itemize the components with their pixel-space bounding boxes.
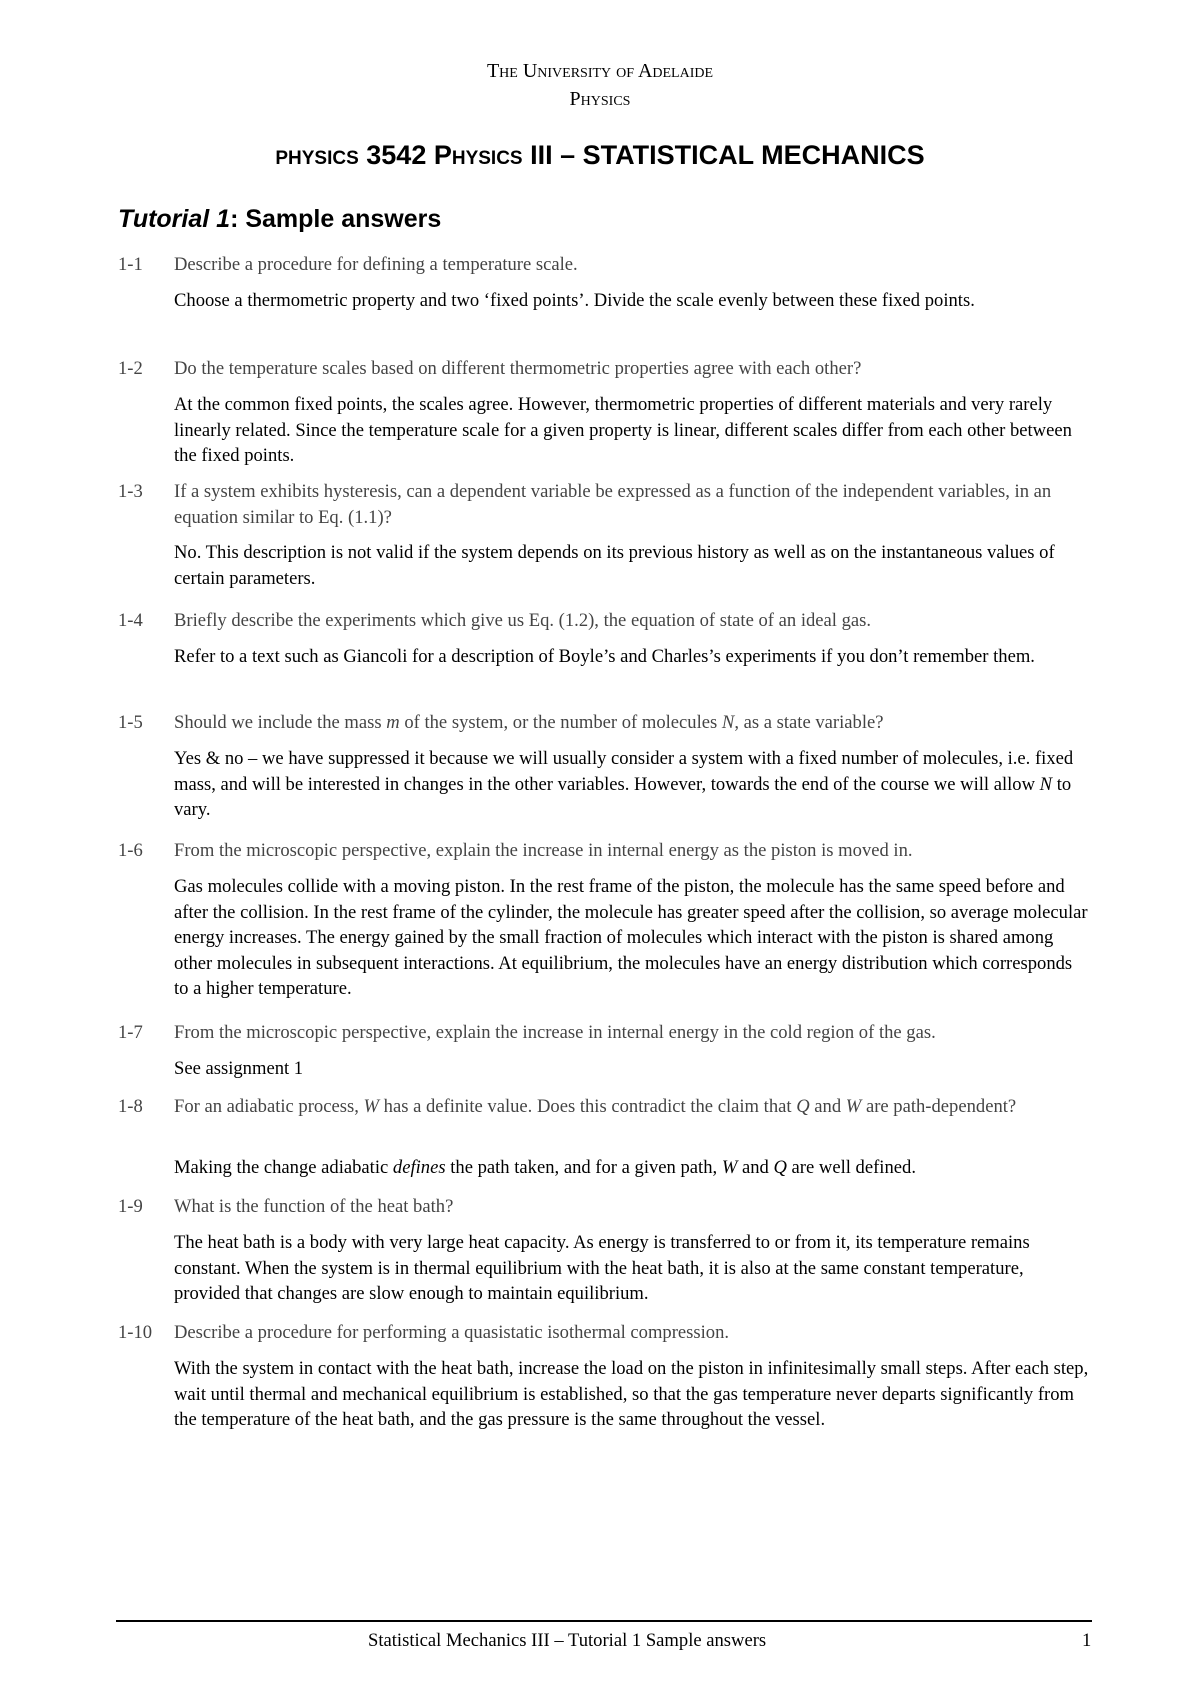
- text-run: are path-dependent?: [861, 1096, 1017, 1117]
- answer-text: No. This description is not valid if the system depends on its previous history as well as on the instantaneous values of certain parameters.: [174, 542, 1055, 589]
- text-run: of the system, or the number of molecules: [399, 712, 722, 733]
- question-text: From the microscopic perspective, explain the increase in internal energy as the piston is moved in.: [174, 840, 913, 861]
- question-number: 1-6: [118, 840, 143, 861]
- variable-n: N: [1039, 773, 1053, 795]
- question-text: Briefly describe the experiments which give us Eq. (1.2), the equation of state of an ideal gas.: [174, 610, 872, 631]
- text-run: , as a state variable?: [734, 712, 884, 733]
- answer-text: At the common fixed points, the scales agree. However, thermometric properties of different materials and very rarely linearly related. Since the temperature scale for a given property is linear, different scales differ from each other between the fixed points.: [174, 394, 1072, 466]
- course-title-rest: III – STATISTICAL MECHANICS: [530, 140, 925, 170]
- answer-text: Gas molecules collide with a moving piston. In the rest frame of the piston, the molecule has the same speed before and after the collision. In the rest frame of the cylinder, the molecule has greater speed after the collision, so average molecular energy increases. The energy gained by the small fraction of molecules which interact with the piston is shared among other molecules in subsequent interactions. At equilibrium, the molecules have an energy distribution which corresponds to a higher temperature.: [174, 876, 1088, 999]
- question-number: 1-4: [118, 610, 143, 631]
- page-number: 1: [1082, 1630, 1092, 1651]
- question-text: From the microscopic perspective, explain the increase in internal energy in the cold region of the gas.: [174, 1022, 936, 1043]
- text-run: the path taken, and for a given path,: [445, 1157, 722, 1178]
- variable-q: Q: [773, 1157, 787, 1178]
- question-number: 1-8: [118, 1096, 143, 1117]
- variable-w: W: [845, 1096, 862, 1117]
- text-run: has a definite value. Does this contradict the claim that: [379, 1096, 797, 1117]
- tutorial-subtitle: : Sample answers: [230, 205, 442, 233]
- question-text: [174, 710, 1090, 736]
- university-name: The University of Adelaide: [486, 60, 714, 82]
- text-run: and: [737, 1157, 774, 1178]
- variable-m: m: [386, 712, 400, 733]
- text-run: are well defined.: [786, 1157, 916, 1178]
- question-number: 1-9: [118, 1196, 143, 1217]
- variable-q: Q: [796, 1096, 810, 1117]
- question-number: 1-3: [118, 481, 143, 502]
- answer-text: See assignment 1: [174, 1058, 304, 1079]
- text-run: Yes & no – we have suppressed it because we will usually consider a system with a fixed number of molecules, i.e. fixed mass, and will be interested in changes in the other variables. However, towards the end of the course we will allow: [174, 748, 1074, 795]
- footer-rule: [116, 1620, 1092, 1622]
- text-run: and: [809, 1096, 846, 1117]
- question-text: [174, 1094, 1090, 1120]
- text-run: For an adiabatic process,: [174, 1096, 364, 1117]
- question-text: What is the function of the heat bath?: [174, 1196, 454, 1217]
- question-text: Describe a procedure for performing a quasistatic isothermal compression.: [174, 1322, 730, 1343]
- answer-text: Choose a thermometric property and two ‘fixed points’. Divide the scale evenly between these fixed points.: [174, 290, 975, 311]
- department-name: Physics: [569, 88, 631, 110]
- question-number: 1-5: [118, 712, 143, 733]
- answer-text: Refer to a text such as Giancoli for a description of Boyle’s and Charles’s experiments if you don’t remember them.: [174, 646, 1035, 667]
- variable-w: W: [363, 1096, 379, 1117]
- question-text: Do the temperature scales based on different thermometric properties agree with each other?: [174, 358, 862, 379]
- course-code: 3542: [366, 140, 427, 170]
- question-number: 1-1: [118, 254, 143, 275]
- emphasis-defines: defines: [392, 1157, 446, 1178]
- text-run: to vary.: [174, 773, 1072, 820]
- question-text: If a system exhibits hysteresis, can a dependent variable be expressed as a function of the independent variables, in an equation similar to Eq. (1.1)?: [174, 481, 1052, 528]
- course-code-prefix: physics: [275, 140, 359, 170]
- tutorial-heading: [118, 205, 441, 234]
- tutorial-label: Tutorial 1: [118, 205, 231, 233]
- answer-text: The heat bath is a body with very large heat capacity. As energy is transferred to or from it, its temperature remains constant. When the system is in thermal equilibrium with the heat bath, it is also at the same constant temperature, provided that changes are slow enough to maintain equilibrium.: [174, 1232, 1030, 1304]
- question-text: Describe a procedure for defining a temperature scale.: [174, 254, 578, 275]
- course-physics-word: Physics: [433, 140, 523, 170]
- question-number: 1-7: [118, 1022, 143, 1043]
- answer-text: [174, 746, 1090, 823]
- course-title: [0, 140, 1200, 171]
- question-number: 1-2: [118, 358, 143, 379]
- footer-text: Statistical Mechanics III – Tutorial 1 Sample answers: [368, 1630, 767, 1651]
- question-number: 1-10: [118, 1322, 153, 1343]
- variable-n: N: [721, 712, 735, 733]
- answer-text: With the system in contact with the heat bath, increase the load on the piston in infinitesimally small steps. After each step, wait until thermal and mechanical equilibrium is established, so that the gas temperature never departs significantly from the temperature of the heat bath, and the gas pressure is the same throughout the vessel.: [174, 1358, 1089, 1430]
- text-run: Making the change adiabatic: [174, 1157, 393, 1178]
- variable-w: W: [721, 1157, 738, 1178]
- text-run: Should we include the mass: [174, 712, 387, 733]
- answer-text: [174, 1155, 1090, 1181]
